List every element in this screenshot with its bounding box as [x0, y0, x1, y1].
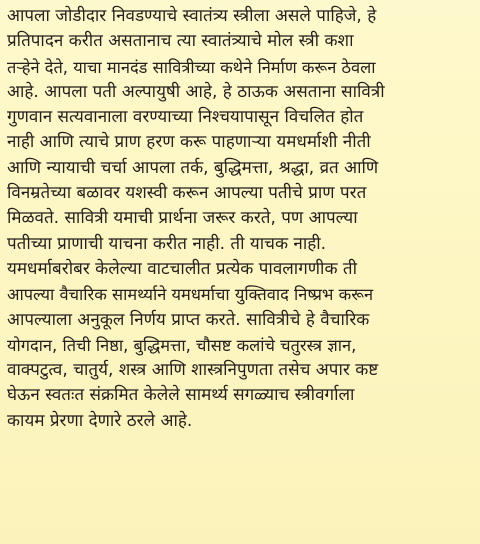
passage-line-10: पतीच्या प्राणाची याचना करीत नाही. ती याचक नाही. — [7, 233, 327, 254]
passage-line-12: आपल्या वैचारिक सामर्थ्याने यमधर्माचा युक्तिवाद निष्प्रभ करून — [7, 285, 374, 305]
passage-line-11: यमधर्माबरोबर केलेल्या वाटचालीत प्रत्येक पावलागणीक ती — [7, 258, 358, 279]
passage-line-2: प्रतिपादन करीत असतानाच त्या स्वातंत्र्याचे मोल स्त्री कशा — [7, 31, 354, 52]
passage-line-9: मिळवते. सावित्री यमाची प्रार्थना जरूर करते, पण आपल्या — [7, 208, 358, 229]
passage-line-5: गुणवान सत्यवानाला वरण्याच्या निश्चयापासून विचलित होत — [7, 107, 364, 128]
passage-line-16: घेऊन स्वतःत संक्रमित केलेले सामर्थ्य सगळ्याच स्त्रीवर्गाला — [7, 385, 355, 406]
passage-line-7: आणि न्यायाची चर्चा आपला तर्क, बुद्धिमत्ता, श्रद्धा, व्रत आणि — [7, 157, 379, 178]
passage-line-6: नाही आणि त्याचे प्राण हरण करू पाहणाऱ्या यमधर्माशी नीती — [7, 132, 371, 153]
passage-line-4: आहे. आपला पती अल्पायुषी आहे, हे ठाऊक असताना सावित्री — [7, 81, 385, 102]
passage-line-15: वाक्पटुत्व, चातुर्य, शस्त्र आणि शास्त्रनिपुणता तसेच अपार कष्ट — [7, 360, 379, 381]
passage-line-17: कायम प्रेरणा देणारे ठरले आहे. — [7, 410, 193, 431]
passage-line-13: आपल्याला अनुकूल निर्णय प्राप्त करते. सावित्रीचे हे वैचारिक — [7, 309, 370, 330]
passage-line-1: आपला जोडीदार निवडण्याचे स्वातंत्र्य स्त्रीला असले पाहिजे, हे — [7, 6, 377, 26]
marathi-passage — [7, 4, 474, 434]
passage-line-8: विनम्रतेच्या बळावर यशस्वी करून आपल्या पतीचे प्राण परत — [7, 183, 367, 204]
passage-line-3: तऱ्हेने देते, याचा मानदंड सावित्रीच्या कथेने निर्माण करून ठेवला — [7, 57, 376, 77]
passage-line-14: योगदान, तिची निष्ठा, बुद्धिमत्ता, चौसष्ट कलांचे चतुरस्त्र ज्ञान, — [7, 335, 357, 355]
